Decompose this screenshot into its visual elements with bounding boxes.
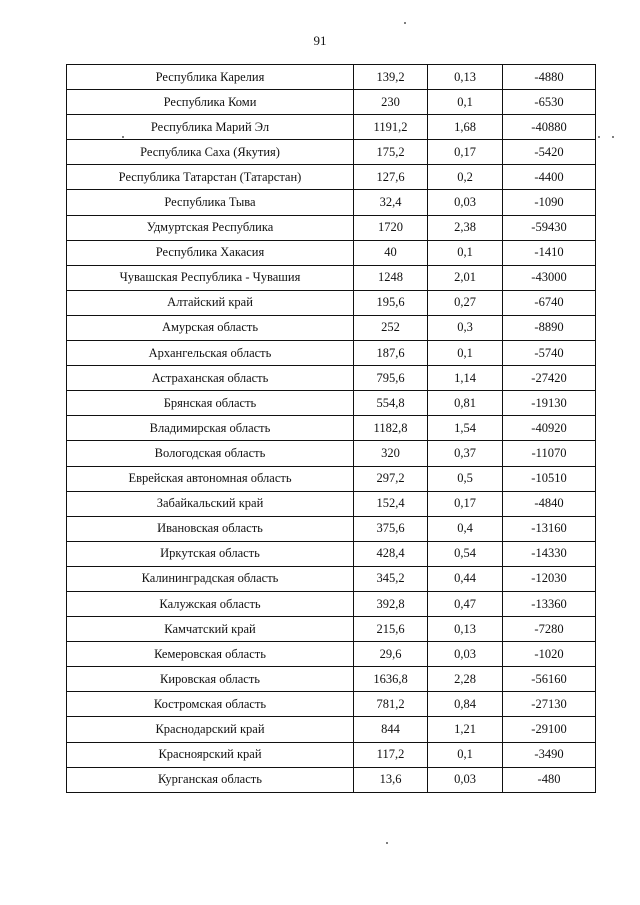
table-row: [67, 290, 596, 315]
table-row: [67, 165, 596, 190]
value-c-cell: -6530: [503, 90, 596, 115]
value-b-cell: 0,13: [428, 65, 503, 90]
value-c-cell: -8890: [503, 315, 596, 340]
region-cell: Брянская область: [67, 391, 354, 416]
value-a-cell: 345,2: [354, 566, 428, 591]
region-cell: Республика Марий Эл: [67, 115, 354, 140]
value-c-cell: -27130: [503, 692, 596, 717]
value-a-cell: 32,4: [354, 190, 428, 215]
value-c-cell: -13160: [503, 516, 596, 541]
region-cell: Калужская область: [67, 591, 354, 616]
table-row: [67, 65, 596, 90]
table-row: [67, 617, 596, 642]
table-row: [67, 541, 596, 566]
value-a-cell: 195,6: [354, 290, 428, 315]
value-a-cell: 29,6: [354, 642, 428, 667]
table-row: [67, 265, 596, 290]
region-cell: Камчатский край: [67, 617, 354, 642]
table-row: [67, 90, 596, 115]
value-c-cell: -10510: [503, 466, 596, 491]
table-row: [67, 466, 596, 491]
region-cell: Республика Коми: [67, 90, 354, 115]
region-cell: Вологодская область: [67, 441, 354, 466]
scan-speck: [386, 842, 388, 844]
value-c-cell: -56160: [503, 667, 596, 692]
value-a-cell: 392,8: [354, 591, 428, 616]
value-c-cell: -1410: [503, 240, 596, 265]
value-b-cell: 2,01: [428, 265, 503, 290]
value-c-cell: -19130: [503, 391, 596, 416]
value-a-cell: 117,2: [354, 742, 428, 767]
table-row: [67, 115, 596, 140]
region-cell: Костромская область: [67, 692, 354, 717]
region-cell: Владимирская область: [67, 416, 354, 441]
value-a-cell: 795,6: [354, 366, 428, 391]
value-a-cell: 230: [354, 90, 428, 115]
table-row: [67, 366, 596, 391]
value-c-cell: -1020: [503, 642, 596, 667]
value-a-cell: 781,2: [354, 692, 428, 717]
value-b-cell: 0,1: [428, 341, 503, 366]
region-cell: Республика Хакасия: [67, 240, 354, 265]
value-c-cell: -14330: [503, 541, 596, 566]
value-b-cell: 0,54: [428, 541, 503, 566]
value-c-cell: -4840: [503, 491, 596, 516]
value-a-cell: 428,4: [354, 541, 428, 566]
value-c-cell: -40920: [503, 416, 596, 441]
table-row: [67, 240, 596, 265]
table-row: [67, 441, 596, 466]
value-b-cell: 0,17: [428, 491, 503, 516]
value-b-cell: 1,14: [428, 366, 503, 391]
value-b-cell: 0,03: [428, 767, 503, 792]
value-c-cell: -13360: [503, 591, 596, 616]
scan-speck: [612, 136, 614, 138]
table-row: [67, 692, 596, 717]
region-cell: Республика Тыва: [67, 190, 354, 215]
value-a-cell: 375,6: [354, 516, 428, 541]
region-cell: Алтайский край: [67, 290, 354, 315]
value-c-cell: -480: [503, 767, 596, 792]
value-c-cell: -7280: [503, 617, 596, 642]
value-b-cell: 0,5: [428, 466, 503, 491]
table-row: [67, 215, 596, 240]
region-cell: Калининградская область: [67, 566, 354, 591]
value-b-cell: 1,21: [428, 717, 503, 742]
table-row: [67, 190, 596, 215]
value-a-cell: 1182,8: [354, 416, 428, 441]
value-c-cell: -3490: [503, 742, 596, 767]
value-c-cell: -27420: [503, 366, 596, 391]
region-cell: Кемеровская область: [67, 642, 354, 667]
value-a-cell: 139,2: [354, 65, 428, 90]
table-row: [67, 140, 596, 165]
region-cell: Красноярский край: [67, 742, 354, 767]
value-b-cell: 0,1: [428, 90, 503, 115]
value-b-cell: 0,03: [428, 642, 503, 667]
table-row: [67, 566, 596, 591]
value-c-cell: -1090: [503, 190, 596, 215]
value-b-cell: 0,37: [428, 441, 503, 466]
value-b-cell: 2,28: [428, 667, 503, 692]
value-b-cell: 0,2: [428, 165, 503, 190]
region-cell: Республика Саха (Якутия): [67, 140, 354, 165]
region-data-table: [66, 64, 596, 793]
value-a-cell: 1191,2: [354, 115, 428, 140]
table-row: [67, 416, 596, 441]
value-a-cell: 320: [354, 441, 428, 466]
value-c-cell: -12030: [503, 566, 596, 591]
table-body: [67, 65, 596, 793]
value-b-cell: 0,1: [428, 742, 503, 767]
table-row: [67, 742, 596, 767]
value-a-cell: 40: [354, 240, 428, 265]
table-row: [67, 491, 596, 516]
value-c-cell: -11070: [503, 441, 596, 466]
region-cell: Чувашская Республика - Чувашия: [67, 265, 354, 290]
page-number: 91: [313, 33, 327, 48]
value-b-cell: 0,84: [428, 692, 503, 717]
value-b-cell: 0,44: [428, 566, 503, 591]
value-b-cell: 0,1: [428, 240, 503, 265]
value-a-cell: 187,6: [354, 341, 428, 366]
region-cell: Архангельская область: [67, 341, 354, 366]
table-row: [67, 315, 596, 340]
value-c-cell: -4400: [503, 165, 596, 190]
table-row: [67, 516, 596, 541]
value-b-cell: 0,17: [428, 140, 503, 165]
value-b-cell: 0,03: [428, 190, 503, 215]
value-b-cell: 0,47: [428, 591, 503, 616]
value-a-cell: 554,8: [354, 391, 428, 416]
value-c-cell: -5420: [503, 140, 596, 165]
value-b-cell: 0,27: [428, 290, 503, 315]
region-cell: Ивановская область: [67, 516, 354, 541]
region-cell: Иркутская область: [67, 541, 354, 566]
value-c-cell: -5740: [503, 341, 596, 366]
region-cell: Кировская область: [67, 667, 354, 692]
value-a-cell: 844: [354, 717, 428, 742]
value-b-cell: 0,81: [428, 391, 503, 416]
scan-speck: [598, 136, 600, 138]
value-b-cell: 2,38: [428, 215, 503, 240]
region-cell: Амурская область: [67, 315, 354, 340]
value-a-cell: 215,6: [354, 617, 428, 642]
value-a-cell: 175,2: [354, 140, 428, 165]
value-c-cell: -43000: [503, 265, 596, 290]
value-b-cell: 0,3: [428, 315, 503, 340]
region-cell: Республика Карелия: [67, 65, 354, 90]
table-row: [67, 391, 596, 416]
value-c-cell: -59430: [503, 215, 596, 240]
value-a-cell: 1248: [354, 265, 428, 290]
table-row: [67, 767, 596, 792]
value-b-cell: 0,4: [428, 516, 503, 541]
value-a-cell: 297,2: [354, 466, 428, 491]
region-cell: Республика Татарстан (Татарстан): [67, 165, 354, 190]
table-row: [67, 341, 596, 366]
value-a-cell: 152,4: [354, 491, 428, 516]
region-cell: Забайкальский край: [67, 491, 354, 516]
region-cell: Удмуртская Республика: [67, 215, 354, 240]
table-row: [67, 642, 596, 667]
region-cell: Курганская область: [67, 767, 354, 792]
table-row: [67, 591, 596, 616]
table-row: [67, 717, 596, 742]
value-c-cell: -6740: [503, 290, 596, 315]
value-b-cell: 0,13: [428, 617, 503, 642]
table-row: [67, 667, 596, 692]
region-cell: Еврейская автономная область: [67, 466, 354, 491]
value-c-cell: -4880: [503, 65, 596, 90]
value-c-cell: -29100: [503, 717, 596, 742]
value-a-cell: 127,6: [354, 165, 428, 190]
value-b-cell: 1,68: [428, 115, 503, 140]
value-b-cell: 1,54: [428, 416, 503, 441]
value-a-cell: 1636,8: [354, 667, 428, 692]
value-c-cell: -40880: [503, 115, 596, 140]
value-a-cell: 1720: [354, 215, 428, 240]
region-cell: Краснодарский край: [67, 717, 354, 742]
scan-speck: [404, 22, 406, 24]
value-a-cell: 13,6: [354, 767, 428, 792]
value-a-cell: 252: [354, 315, 428, 340]
region-cell: Астраханская область: [67, 366, 354, 391]
scan-speck: [122, 136, 124, 138]
